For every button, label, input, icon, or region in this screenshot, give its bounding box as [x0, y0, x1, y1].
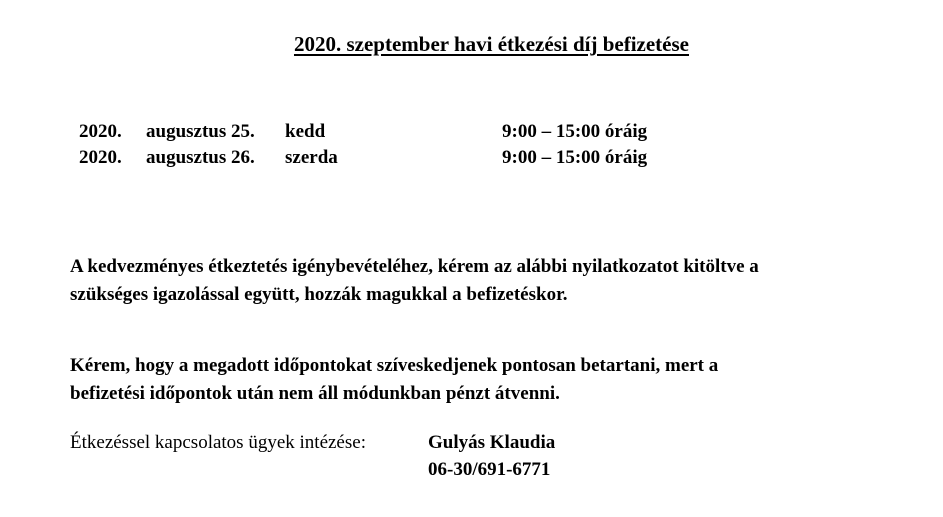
schedule-time: 9:00 – 15:00 óráig — [502, 147, 648, 168]
punctuality-paragraph — [70, 352, 718, 408]
schedule-day: kedd — [285, 121, 326, 142]
schedule-year: 2020. — [79, 147, 122, 168]
contact-label: Étkezéssel kapcsolatos ügyek intézése: — [70, 432, 366, 453]
schedule-year: 2020. — [79, 121, 122, 142]
page-title-text: 2020. szeptember havi étkezési díj befizetése — [293, 32, 689, 56]
contact-name: Gulyás Klaudia — [428, 432, 556, 453]
schedule-time: 9:00 – 15:00 óráig — [502, 121, 648, 142]
paragraph-line: Kérem, hogy a megadott időpontokat szíveskedjenek pontosan betartani, mert a — [70, 355, 719, 376]
paragraph-line: befizetési időpontok után nem áll módunkban pénzt átvenni. — [70, 383, 560, 404]
schedule-day: szerda — [285, 147, 338, 168]
benefit-paragraph — [70, 253, 759, 309]
contact-phone: 06-30/691-6771 — [428, 459, 551, 480]
paragraph-line: szükséges igazolással együtt, hozzák magukkal a befizetéskor. — [70, 284, 568, 305]
schedule-date: augusztus 26. — [146, 147, 255, 168]
schedule-date: augusztus 25. — [146, 121, 255, 142]
page-title — [0, 32, 943, 57]
paragraph-line: A kedvezményes étkeztetés igénybevételéhez, kérem az alábbi nyilatkozatot kitöltve a — [70, 256, 759, 277]
